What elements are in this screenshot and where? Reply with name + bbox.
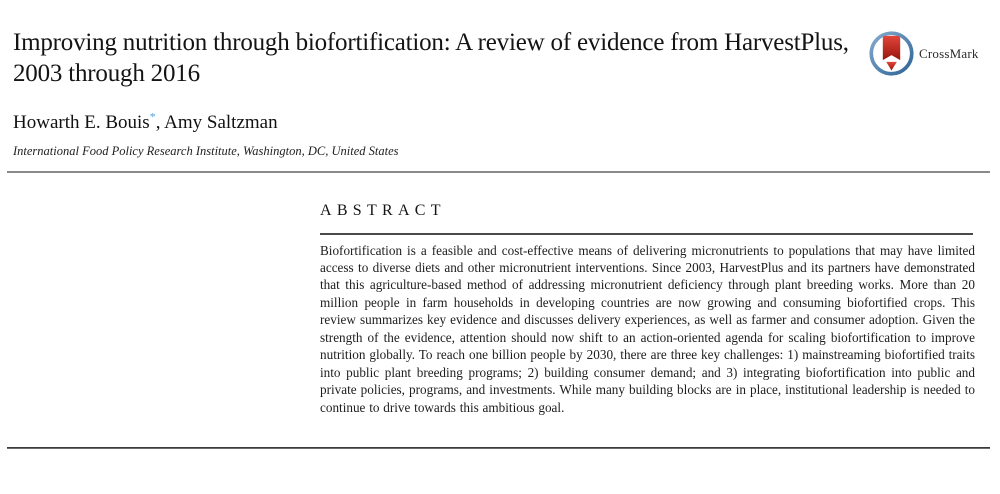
author-name-1: Howarth E. Bouis bbox=[13, 112, 150, 133]
crossmark-badge[interactable] bbox=[869, 31, 979, 76]
authors-line bbox=[13, 109, 278, 134]
header-divider-rule bbox=[7, 171, 990, 173]
article-info-column bbox=[13, 200, 303, 435]
author-name-2: Amy Saltzman bbox=[164, 112, 278, 133]
corresponding-author-marker[interactable]: * bbox=[149, 109, 156, 124]
footer-divider-rule bbox=[7, 447, 990, 449]
abstract-section bbox=[320, 203, 975, 416]
crossmark-icon bbox=[869, 31, 914, 76]
affiliation-line: International Food Policy Research Institute, Washington, DC, United States bbox=[13, 144, 399, 158]
author-separator: , bbox=[155, 112, 165, 133]
crossmark-label: CrossMark bbox=[919, 45, 979, 61]
abstract-text: Biofortification is a feasible and cost-effective means of delivering micronutrients to populations that may have limited access to diverse diets and other micronutrient interventions. Since 2003, HarvestPlus and its partners have demonstrated that this agriculture-based method of addressing micronutrient deficiency through plant breeding works. More than 20 million people in farm households in developing countries are now growing and consuming biofortified crops. This review summarizes key evidence and discusses delivery experiences, as well as farmer and consumer adoption. Given the strength of the evidence, attention should now shift to an action-oriented agenda for scaling biofortification to improve nutrition globally. To reach one billion people by 2030, there are three key challenges: 1) mainstreaming biofortified traits into public plant breeding programs; 2) building consumer demand; and 3) integrating biofortification into public and private policies, programs, and investments. While many building blocks are in place, institutional leadership is needed to continue to drive towards this ambitious goal. bbox=[320, 242, 975, 415]
page-title: Improving nutrition through biofortification: A review of evidence from HarvestPlus, 2003 through 2016 bbox=[13, 29, 849, 87]
abstract-heading: ABSTRACT bbox=[320, 202, 446, 219]
abstract-heading-rule bbox=[320, 233, 973, 235]
